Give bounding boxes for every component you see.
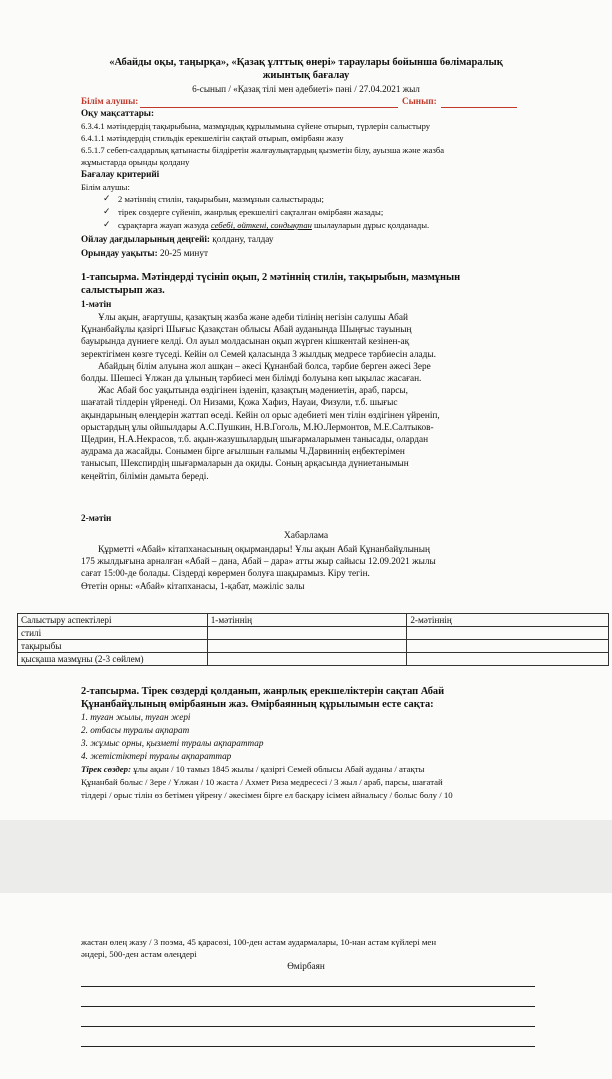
table-row-label: қысқаша мазмұны (2-3 сөйлем) [18, 653, 208, 666]
table-row-label: тақырыбы [18, 640, 208, 653]
thinking-level-label: Ойлау дағдыларының деңгейі: [81, 234, 210, 244]
criteria-item3-post: шылауларын дұрыс қолданады. [311, 220, 430, 230]
criteria-intro: Білім алушы: [81, 182, 130, 192]
structure-item: 2. отбасы туралы ақпарат [81, 725, 190, 735]
table-header-cell: 2-мәтіннің [407, 614, 609, 627]
table-header-cell: 1-мәтіннің [207, 614, 407, 627]
objectives-heading: Оқу мақсаттары: [81, 108, 155, 118]
check-icon: ✓ [103, 206, 111, 216]
class-label: Сынып: [402, 96, 437, 106]
paragraph-line: сағат 15:00-де болады. Сіздерді көрермен болуға шақырамыз. Кіру тегін. [81, 569, 370, 580]
paragraph-line: Құрметті «Абай» кітапханасының оқырмандары! Ұлы ақын Абай Құнанбайұлының [98, 545, 431, 555]
support-words-line5: әндері, 500-ден астам өлеңдері [81, 949, 197, 959]
comparison-table [17, 613, 609, 666]
answer-line[interactable] [81, 986, 535, 987]
table-header-row [18, 614, 609, 627]
paragraph-line: кеңейтіп, білімін дамыта береді. [81, 471, 209, 482]
objective-item: жұмыстарда орынды қолдану [81, 157, 190, 167]
support-words-line1 [81, 764, 425, 774]
paragraph-line: орыстардың ұлы ойшылдары А.С.Пушкин, Н.В.Гоголь, М.Ю.Лермонтов, М.Е.Салтыков- [81, 422, 434, 433]
paragraph-line: Абайдың білім алуына жол ашқан – әкесі Құнанбай болса, тәрбие берген әжесі Зере [98, 361, 431, 372]
table-row [18, 640, 609, 653]
task2-heading-line2: Құнанбайұлының өмірбаянын жаз. Өмірбаянның құрылымын есте сақта: [81, 699, 434, 710]
answer-cell[interactable] [407, 640, 609, 653]
criteria-item3-conjunctions: себебі, өйткені, сондықтан [210, 220, 312, 230]
page-gap [0, 820, 612, 893]
structure-item: 4. жетістіктері туралы ақпараттар [81, 751, 232, 761]
text2-label: 2-мәтін [81, 513, 112, 523]
student-label: Білім алушы: [81, 96, 139, 106]
paragraph-line: бауырында дүниеге келді. Ол ауыл молдасынан оқып жүрген кішкентай кезінен-ақ [81, 337, 410, 348]
check-icon: ✓ [103, 193, 111, 203]
student-name-line[interactable] [140, 107, 398, 108]
biography-label: Өмірбаян [287, 961, 325, 971]
task1-heading-line1: 1-тапсырма. Мәтіндерді түсініп оқып, 2 мәтіннің стилін, тақырыбын, мазмұнын [81, 272, 461, 283]
table-row-label: стилі [18, 627, 208, 640]
text1-label: 1-мәтін [81, 299, 112, 309]
paragraph-line: Құнанбайұлы қазіргі Шығыс Қазақстан облысы Абай ауданында Шыңғыс тауының [81, 325, 412, 336]
criteria-heading: Бағалау критерийі [81, 169, 160, 179]
paragraph-line: 175 жылдығына арналған «Абай – дана, Абай – дара» атты жыр сайысы 12.09.2021 жылы [81, 557, 436, 568]
structure-item: 3. жұмыс орны, қызметі туралы ақпараттар [81, 738, 264, 748]
paragraph-line: Щедрин, Н.А.Некрасов, т.б. ақын-жазушылардың шығармаларымен танысады, олардан [81, 435, 429, 445]
class-line[interactable] [441, 107, 517, 108]
criteria-item: 2 мәтіннің стилін, тақырыбын, мазмұнын салыстырады; [118, 194, 324, 204]
paragraph-line: Өтетін орны: «Абай» кітапханасы, 1-қабат, мәжіліс залы [81, 581, 305, 592]
duration-label: Орындау уақыты: [81, 248, 158, 258]
text2-title: Хабарлама [283, 530, 329, 541]
answer-line[interactable] [81, 1006, 535, 1007]
duration-value: 20-25 минут [157, 248, 208, 258]
paragraph-line: ақындарының өлеңдерін жаттап өседі. Кейін ол орыс әдебиеті мен тілін өздігінен үйреніп, [81, 410, 440, 421]
answer-cell[interactable] [207, 640, 407, 653]
table-row [18, 653, 609, 666]
duration [81, 248, 208, 258]
answer-line[interactable] [81, 1046, 535, 1047]
support-words-line2: Құнанбай болыс / Зере / Ұлжан / 10 жаста / Ахмет Риза медресесі / 3 жыл / араб, парсы, шағатай [81, 777, 443, 787]
doc-subtitle: 6-сынып / «Қазақ тілі мен әдебиеті» пәні / 27.04.2021 жыл [192, 84, 420, 94]
paragraph-line: танысып, Шекспирдің шығармаларын да оқиды. Соның арқасында дүниетанымын [81, 459, 409, 470]
doc-title-line2: жиынтық бағалау [262, 70, 350, 81]
doc-title-line1: «Абайды оқы, таңырқа», «Қазақ ұлттық өнері» тараулары бойынша бөлімаралық [109, 57, 503, 68]
criteria-item3-pre: сұрақтарға жауап жазуда [118, 220, 211, 230]
answer-cell[interactable] [207, 653, 407, 666]
answer-cell[interactable] [407, 627, 609, 640]
table-row [18, 627, 609, 640]
paragraph-line: болды. Шешесі Ұлжан да ұлының тәрбиесі мен білімді болуына көп ықылас жасаған. [81, 374, 422, 384]
objective-item: 6.4.1.1 мәтіндердің стильдік ерекшелігін сақтай отырып, өмірбаян жазу [81, 133, 344, 143]
task2-heading-line1: 2-тапсырма. Тірек сөздерді қолданып, жанрлық ерекшеліктерін сақтап Абай [81, 686, 445, 697]
paragraph-line: Жас Абай бос уақытында өздігінен ізденіп, қазақтың мәдениетін, араб, парсы, [98, 386, 408, 397]
task1-heading-line2: салыстырып жаз. [81, 285, 165, 296]
thinking-level [81, 234, 274, 244]
table-header-cell: Салыстыру аспектілері [18, 614, 208, 627]
answer-cell[interactable] [407, 653, 609, 666]
paragraph-line: аудрама да жасайды. Сонымен бірге ағылшын ғалымы Ч.Дарвиннің еңбектерімен [81, 447, 405, 458]
answer-cell[interactable] [207, 627, 407, 640]
paragraph-line: зеректігімен көзге түседі. Кейін ол Семей қаласында 3 жылдық медресе тәрбиесін алады. [81, 349, 436, 360]
objective-item: 6.5.1.7 себеп-салдарлық қатынасты білдіретін жалғаулықтардың қызметін білу, ауызша және жазба [81, 145, 445, 155]
answer-line[interactable] [81, 1026, 535, 1027]
support-words-label: Тірек сөздер: [81, 764, 131, 774]
criteria-item: тірек сөздерге сүйеніп, жанрлық ерекшелігі сақталған өмірбаян жазады; [118, 207, 384, 217]
structure-item: 1. туған жылы, туған жері [81, 712, 191, 722]
support-words-line3: тілдері / орыс тілін өз бетімен үйрену / әкесімен бірге ел басқару ісімен айналысу / болыс болу / 10 [81, 790, 453, 800]
paragraph-line: шағатай тілдерін үйренеді. Ол Низами, Қожа Хафиз, Науаи, Физули, т.б. шығыс [81, 398, 398, 409]
paragraph-line: Ұлы ақын, ағартушы, қазақтың жазба және әдеби тілінің негізін салушы Абай [98, 313, 408, 323]
thinking-level-value: қолдану, талдау [210, 234, 274, 244]
objective-item: 6.3.4.1 мәтіндердің тақырыбына, мазмұндық құрылымына сүйене отырып, түрлерін салыстыру [81, 121, 431, 131]
criteria-item-3 [118, 220, 429, 230]
support-words-line4: жастан өлең жазу / 3 поэма, 45 қарасөзі, 100-ден астам аудармалары, 10-нан астам күйлері мен [81, 937, 437, 947]
support-words-text: ұлы ақын / 10 тамыз 1845 жылы / қазіргі Семей облысы Абай ауданы / атақты [131, 764, 425, 774]
check-icon: ✓ [103, 219, 111, 229]
